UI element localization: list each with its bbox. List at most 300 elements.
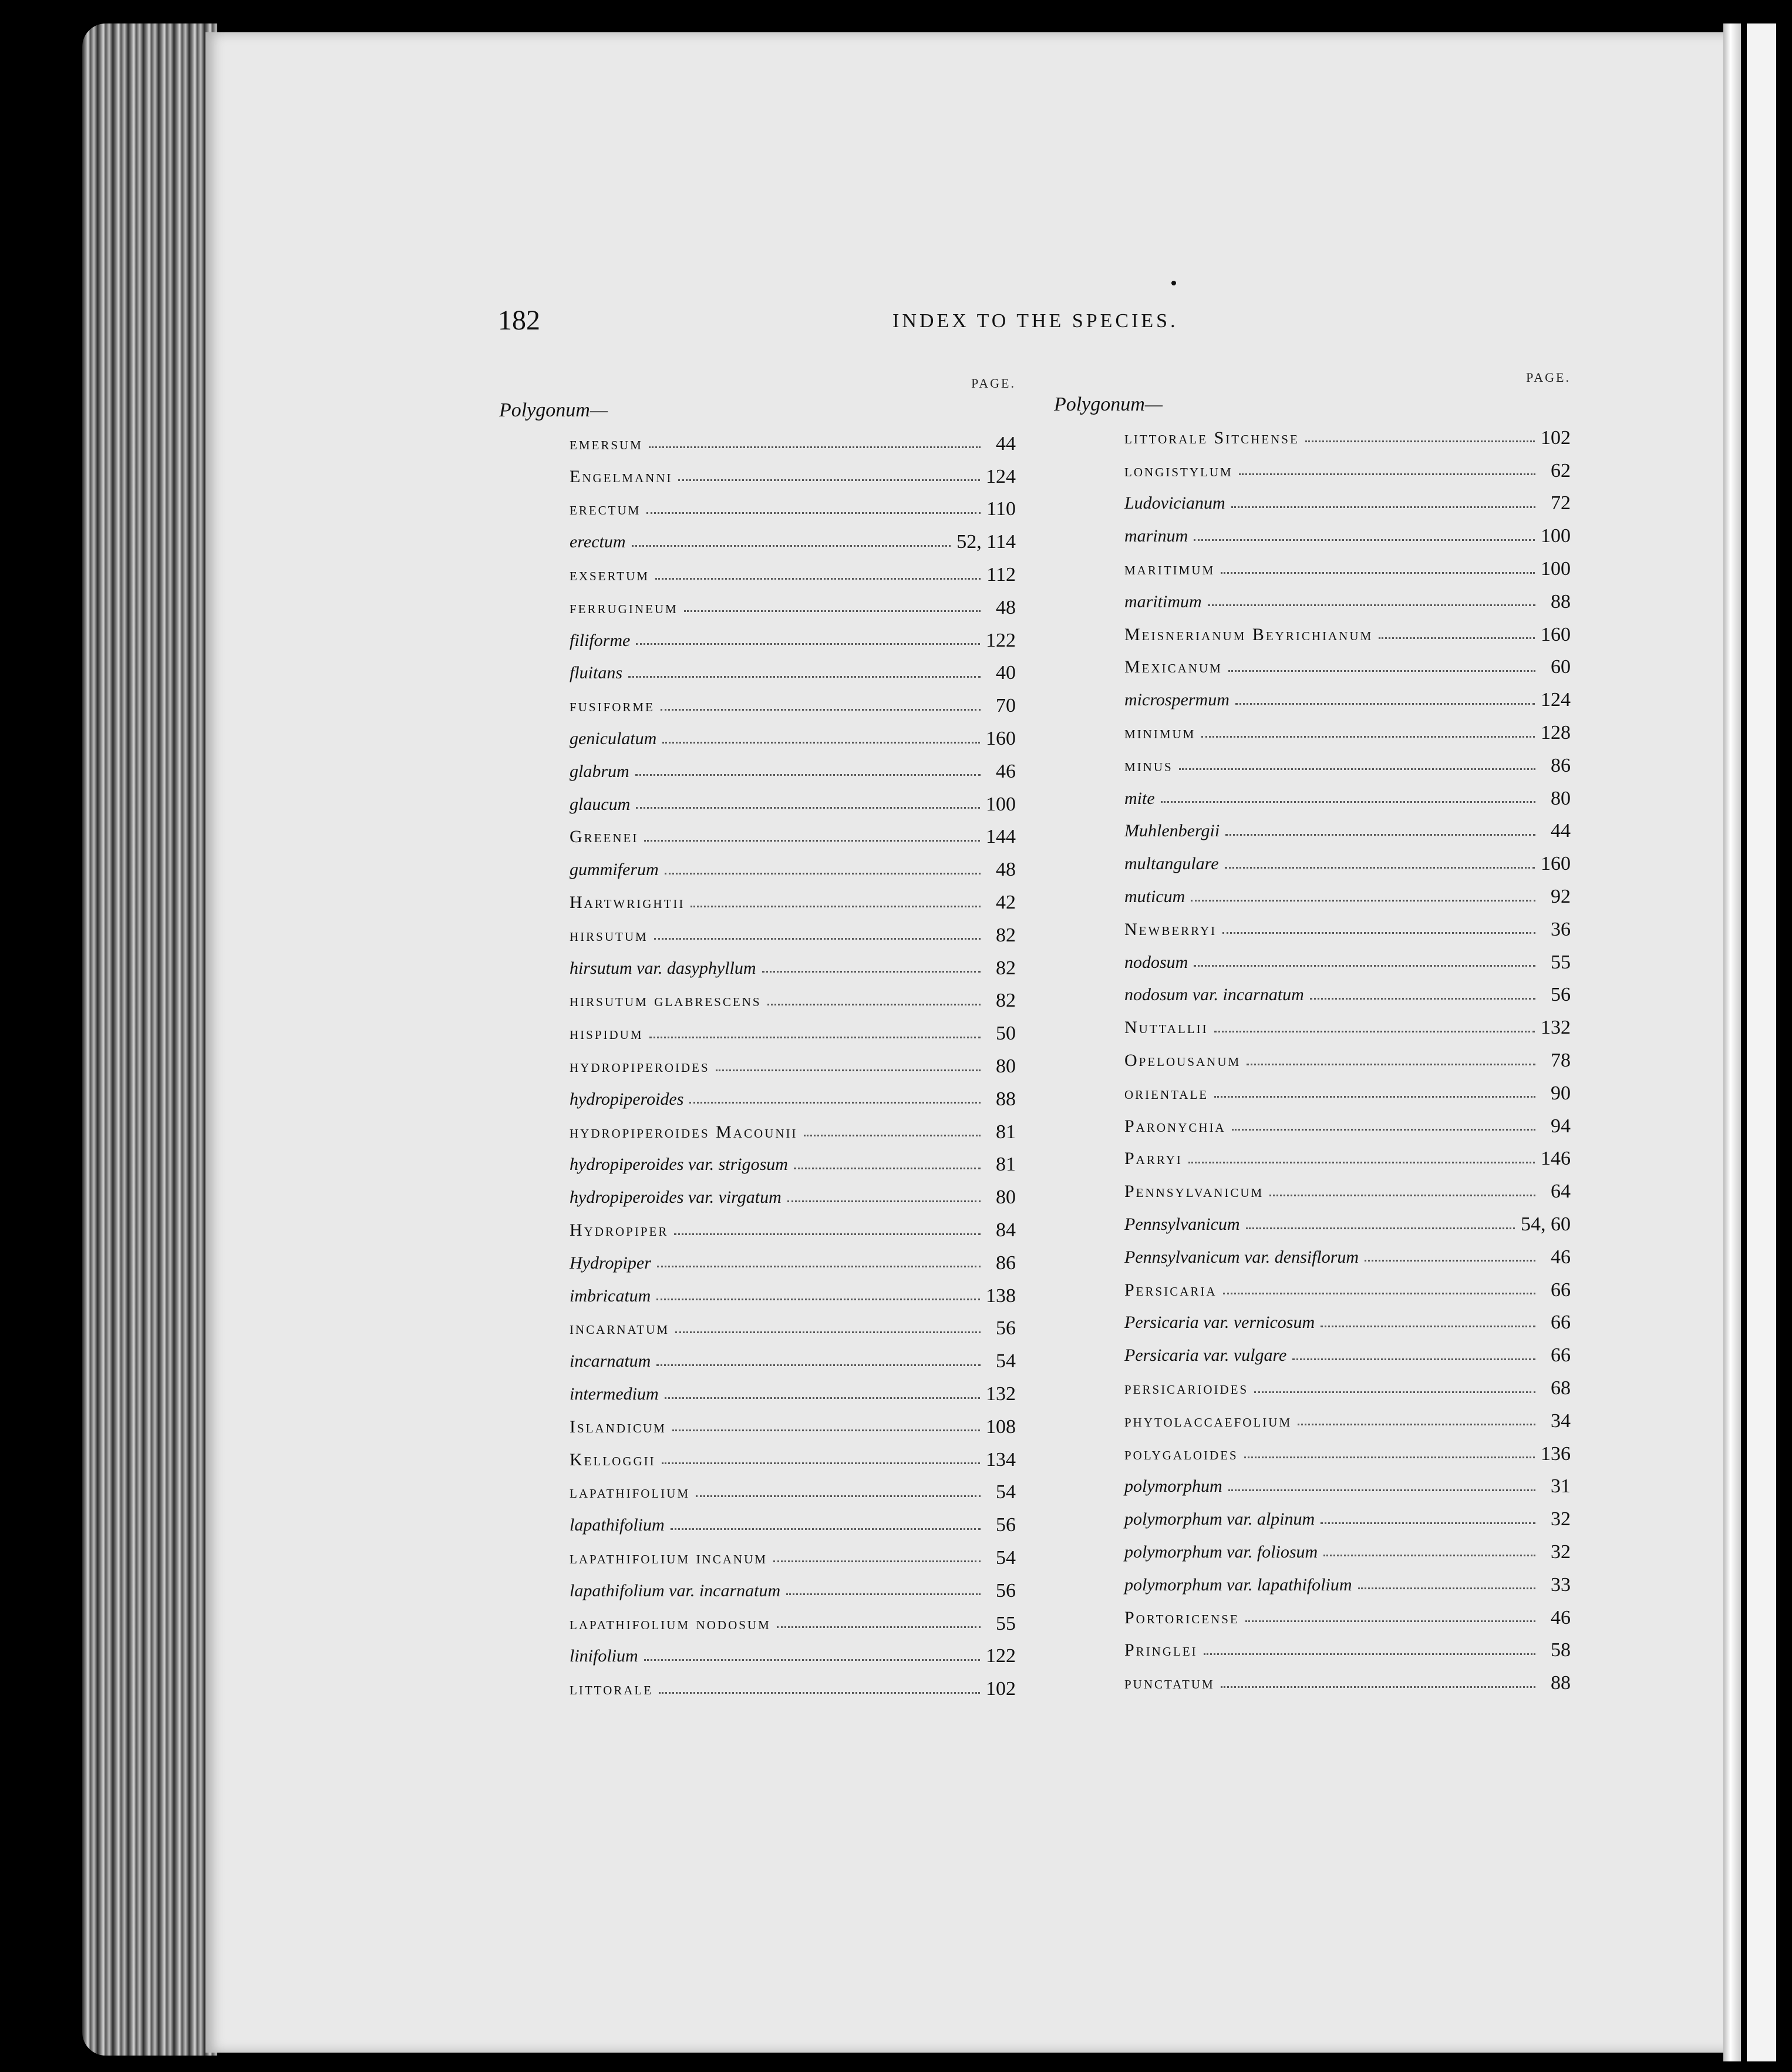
species-name: hydropiperoides var. virgatum (570, 1188, 782, 1207)
index-entry (1124, 520, 1571, 553)
page-reference: 32 (1551, 1508, 1571, 1531)
page-reference: 108 (986, 1415, 1016, 1438)
dot-leader (649, 1037, 981, 1038)
dot-leader (628, 676, 981, 678)
dot-leader (632, 545, 951, 547)
page-column-label: PAGE. (1526, 370, 1571, 385)
page-reference: 86 (1551, 754, 1571, 776)
entry-list (570, 428, 1016, 1706)
index-entry (1124, 1503, 1571, 1536)
page-reference: 82 (996, 957, 1016, 979)
dot-leader (1208, 604, 1535, 606)
index-entry (1124, 1372, 1571, 1405)
species-name: Newberryi (1124, 919, 1217, 939)
species-name: Mexicanum (1124, 657, 1222, 677)
index-entry (570, 788, 1016, 821)
species-name: Hydropiper (570, 1220, 669, 1240)
species-name: nodosum var. incarnatum (1124, 985, 1304, 1005)
species-name: hydropiperoides (570, 1057, 710, 1077)
index-entry (570, 1640, 1016, 1673)
genus-heading: Polygonum— (499, 399, 608, 421)
species-name: maritimum (1124, 591, 1202, 611)
index-entry (570, 689, 1016, 722)
index-entry (570, 985, 1016, 1018)
species-name: Hydropiper (570, 1253, 651, 1273)
page-reference: 54 (996, 1546, 1016, 1569)
book-gutter (1723, 23, 1741, 2061)
dot-leader (1194, 539, 1535, 541)
page-reference: 146 (1541, 1148, 1571, 1170)
page-reference: 100 (986, 793, 1016, 815)
page-reference: 46 (996, 760, 1016, 782)
dot-leader (675, 1331, 981, 1333)
dot-leader (1365, 1260, 1535, 1262)
species-name: linifolium (570, 1646, 638, 1666)
index-entry (1124, 1438, 1571, 1471)
species-name: erectum (570, 532, 626, 552)
page-reference: 90 (1551, 1082, 1571, 1104)
dot-leader (1379, 637, 1535, 639)
dot-leader (646, 512, 981, 514)
page-reference: 102 (1541, 426, 1571, 449)
dot-leader (656, 1364, 981, 1366)
index-entry (1124, 422, 1571, 455)
page-reference: 100 (1541, 558, 1571, 580)
species-name: polymorphum (1124, 1476, 1222, 1496)
dot-leader (1188, 1162, 1535, 1163)
index-entry (570, 624, 1016, 657)
dot-leader (1179, 768, 1535, 770)
index-entry (570, 919, 1016, 952)
page-number: 182 (498, 305, 540, 336)
index-entry (570, 1575, 1016, 1607)
index-entry (1124, 553, 1571, 586)
index-entry (1124, 487, 1571, 520)
index-entry (1124, 1634, 1571, 1667)
index-entry (1124, 684, 1571, 717)
species-name: hispidum (570, 1024, 644, 1044)
index-entry (1124, 1011, 1571, 1044)
index-entry (1124, 1241, 1571, 1274)
dot-leader (786, 1593, 981, 1595)
page-reference: 68 (1551, 1377, 1571, 1399)
index-entry (1124, 586, 1571, 618)
species-name: phytolaccaefolium (1124, 1411, 1292, 1431)
dot-leader (654, 938, 981, 940)
dot-leader (1222, 932, 1535, 934)
index-entry (570, 1345, 1016, 1378)
index-entry (570, 1509, 1016, 1542)
page-reference: 80 (996, 1186, 1016, 1209)
index-entry (570, 1149, 1016, 1182)
page-reference: 86 (996, 1252, 1016, 1274)
dot-leader (1358, 1587, 1536, 1589)
index-entry (570, 460, 1016, 493)
dot-leader (1214, 1031, 1535, 1032)
species-name: Greenei (570, 827, 639, 847)
index-entry (1124, 1602, 1571, 1634)
dot-leader (1269, 1195, 1535, 1196)
dot-leader (1246, 1227, 1515, 1229)
species-name: polymorphum var. foliosum (1124, 1542, 1318, 1562)
species-name: lapathifolium var. incarnatum (570, 1580, 781, 1600)
species-name: littorale (570, 1679, 654, 1699)
page-reference: 124 (1541, 689, 1571, 711)
dot-leader (1235, 703, 1535, 705)
index-entry (1124, 913, 1571, 946)
species-name: gummiferum (570, 860, 659, 880)
page-reference: 124 (986, 465, 1016, 487)
species-name: exsertum (570, 565, 649, 585)
dot-leader (656, 1299, 980, 1300)
index-entry (1124, 1536, 1571, 1569)
page-reference: 80 (996, 1055, 1016, 1078)
page-reference: 134 (986, 1448, 1016, 1471)
dot-leader (636, 643, 980, 645)
page-reference: 160 (1541, 853, 1571, 875)
dot-leader (1245, 1620, 1535, 1622)
page-reference: 112 (986, 564, 1016, 586)
index-entry (570, 493, 1016, 526)
species-name: Pringlei (1124, 1640, 1198, 1660)
index-entry (570, 886, 1016, 919)
species-name: hirsutum glabrescens (570, 991, 762, 1011)
dot-leader (1231, 506, 1535, 508)
dot-leader (635, 774, 981, 776)
page-reference: 132 (1541, 1017, 1571, 1039)
species-name: littorale Sitchense (1124, 428, 1299, 448)
running-head-title: INDEX TO THE SPECIES. (892, 310, 1178, 332)
species-name: hydropiperoides Macounii (570, 1122, 798, 1142)
index-entry (1124, 455, 1571, 487)
species-name: Opelousanum (1124, 1051, 1241, 1071)
species-name: Muhlenbergii (1124, 821, 1220, 841)
page-reference: 56 (996, 1317, 1016, 1340)
dot-leader (777, 1626, 981, 1628)
dot-leader (1305, 440, 1535, 442)
index-entry (570, 1247, 1016, 1280)
species-name: Pennsylvanicum (1124, 1182, 1264, 1202)
species-name: Persicaria var. vulgare (1124, 1346, 1287, 1365)
index-entry (1124, 1667, 1571, 1700)
page-reference: 82 (996, 924, 1016, 946)
page-reference: 44 (996, 432, 1016, 455)
index-entry (570, 755, 1016, 788)
page-reference: 50 (996, 1022, 1016, 1045)
page-reference: 54 (996, 1481, 1016, 1503)
dot-leader (678, 479, 980, 481)
species-name: incarnatum (570, 1351, 651, 1371)
page-reference: 122 (986, 1645, 1016, 1667)
species-name: microspermum (1124, 690, 1230, 710)
page-reference: 52, 114 (956, 531, 1016, 553)
species-name: fluitans (570, 663, 623, 683)
species-name: lapathifolium nodosum (570, 1613, 771, 1633)
page-reference: 48 (996, 859, 1016, 881)
page-reference: 80 (1551, 787, 1571, 809)
dot-leader (767, 1004, 981, 1005)
index-entry (570, 591, 1016, 624)
dot-leader (1194, 965, 1535, 967)
dot-leader (1254, 1391, 1535, 1393)
page-reference: 160 (986, 728, 1016, 750)
index-entry (570, 1017, 1016, 1050)
species-name: Persicaria var. vernicosum (1124, 1313, 1315, 1333)
dot-leader (1191, 900, 1535, 902)
species-name: Paronychia (1124, 1116, 1226, 1136)
index-entry (1124, 1175, 1571, 1208)
page-reference: 55 (1551, 951, 1571, 973)
dot-leader (662, 1462, 980, 1464)
ink-mark (1171, 281, 1176, 285)
page-reference: 88 (1551, 590, 1571, 613)
page-reference: 160 (1541, 623, 1571, 645)
species-name: lapathifolium incanum (570, 1548, 767, 1568)
species-name: lapathifolium (570, 1515, 665, 1535)
index-entry (570, 1214, 1016, 1247)
index-entry (1124, 815, 1571, 848)
index-entry (570, 1181, 1016, 1214)
index-entry (570, 1083, 1016, 1116)
species-name: orientale (1124, 1083, 1209, 1103)
species-name: fusiforme (570, 696, 655, 716)
species-name: Pennsylvanicum var. densiflorum (1124, 1247, 1359, 1267)
facing-page-edge (1747, 23, 1776, 2061)
page-reference: 82 (996, 990, 1016, 1012)
dot-leader (716, 1069, 981, 1071)
page-reference: 138 (986, 1284, 1016, 1307)
species-name: Ludovicianum (1124, 493, 1225, 513)
genus-heading: Polygonum— (1054, 393, 1163, 415)
dot-leader (1225, 867, 1535, 869)
dot-leader (762, 971, 981, 973)
species-name: hydropiperoides (570, 1089, 684, 1109)
index-entry (570, 1607, 1016, 1640)
page-column-label: PAGE. (971, 376, 1016, 391)
page-reference: 34 (1551, 1410, 1571, 1432)
index-entry (1124, 618, 1571, 651)
species-name: Meisnerianum Beyrichianum (1124, 624, 1373, 644)
index-entry (1124, 979, 1571, 1012)
dot-leader (773, 1560, 981, 1562)
dot-leader (659, 1692, 980, 1694)
page-reference: 66 (1551, 1311, 1571, 1334)
page-reference: 64 (1551, 1180, 1571, 1203)
index-entry (570, 1116, 1016, 1149)
index-entry (1124, 847, 1571, 880)
entry-list (1124, 422, 1571, 1700)
dot-leader (1221, 1686, 1535, 1688)
species-name: Engelmanni (570, 466, 673, 486)
page-reference: 94 (1551, 1115, 1571, 1137)
page-reference: 78 (1551, 1050, 1571, 1072)
species-name: multangulare (1124, 854, 1219, 874)
page-reference: 72 (1551, 492, 1571, 514)
index-entry (570, 559, 1016, 591)
index-entry (570, 1476, 1016, 1509)
dot-leader (1228, 670, 1535, 672)
index-entry (1124, 1110, 1571, 1143)
index-entry (1124, 651, 1571, 684)
species-name: geniculatum (570, 729, 657, 749)
page-reference: 60 (1551, 656, 1571, 678)
index-entry (570, 526, 1016, 559)
dot-leader (696, 1495, 981, 1497)
page-reference: 56 (996, 1579, 1016, 1602)
dot-leader (1221, 572, 1535, 574)
page-reference: 92 (1551, 886, 1571, 908)
dot-leader (1204, 1653, 1535, 1655)
dot-leader (1239, 473, 1535, 475)
species-name: glaucum (570, 794, 631, 814)
dot-leader (674, 1233, 981, 1235)
index-entry (570, 1050, 1016, 1083)
page-reference: 36 (1551, 918, 1571, 940)
page-reference: 46 (1551, 1606, 1571, 1629)
dot-leader (690, 906, 981, 907)
page-reference: 70 (996, 695, 1016, 717)
index-entry (1124, 880, 1571, 913)
page-reference: 56 (1551, 984, 1571, 1006)
dot-leader (644, 1659, 980, 1661)
species-name: longistylum (1124, 460, 1233, 480)
dot-leader (689, 1102, 981, 1104)
dot-leader (1310, 998, 1535, 1000)
index-entry (1124, 1307, 1571, 1340)
page-reference: 100 (1541, 525, 1571, 547)
index-entry (1124, 946, 1571, 979)
page-reference: 44 (1551, 820, 1571, 842)
index-entry (570, 1280, 1016, 1313)
species-name: polymorphum var. alpinum (1124, 1509, 1315, 1529)
page-reference: 66 (1551, 1279, 1571, 1301)
page-reference: 84 (996, 1219, 1016, 1242)
species-name: erectum (570, 499, 641, 519)
dot-leader (1201, 736, 1535, 738)
page-reference: 54 (996, 1350, 1016, 1373)
dot-leader (655, 578, 981, 580)
dot-leader (665, 873, 981, 874)
page-reference: 54, 60 (1521, 1213, 1571, 1236)
species-name: mite (1124, 788, 1155, 808)
index-entry (570, 1673, 1016, 1706)
page-reference: 66 (1551, 1344, 1571, 1367)
page-reference: 40 (996, 662, 1016, 684)
species-name: Pennsylvanicum (1124, 1215, 1240, 1235)
page-reference: 46 (1551, 1246, 1571, 1268)
dot-leader (1228, 1489, 1535, 1491)
index-entry (1124, 717, 1571, 749)
dot-leader (794, 1168, 981, 1169)
index-entry (1124, 1208, 1571, 1241)
species-name: Parryi (1124, 1149, 1183, 1169)
index-entry (570, 853, 1016, 886)
species-name: nodosum (1124, 952, 1188, 972)
index-entry (1124, 1077, 1571, 1110)
dot-leader (1225, 834, 1535, 836)
species-name: punctatum (1124, 1673, 1215, 1693)
species-name: persicarioides (1124, 1378, 1249, 1398)
index-entry (1124, 1044, 1571, 1077)
index-entry (570, 1444, 1016, 1476)
page-reference: 81 (996, 1153, 1016, 1176)
dot-leader (665, 1397, 980, 1399)
index-entry (570, 1313, 1016, 1346)
index-entry (570, 952, 1016, 985)
species-name: maritimum (1124, 559, 1215, 579)
page-reference: 33 (1551, 1573, 1571, 1596)
dot-leader (1223, 1293, 1535, 1294)
dot-leader (1161, 801, 1535, 803)
page-reference: 62 (1551, 459, 1571, 482)
species-name: filiforme (570, 630, 631, 650)
dot-leader (787, 1200, 981, 1202)
dot-leader (1298, 1424, 1535, 1425)
page-reference: 136 (1541, 1442, 1571, 1465)
dot-leader (1247, 1064, 1535, 1065)
dot-leader (661, 709, 981, 711)
species-name: hirsutum var. dasyphyllum (570, 958, 756, 978)
dot-leader (1232, 1129, 1535, 1131)
dot-leader (649, 446, 981, 448)
index-entry (1124, 749, 1571, 782)
index-entry (570, 1411, 1016, 1444)
page-reference: 122 (986, 629, 1016, 651)
species-name: hirsutum (570, 925, 648, 945)
species-name: Islandicum (570, 1417, 666, 1437)
species-name: glabrum (570, 761, 629, 781)
page-reference: 110 (986, 498, 1016, 520)
species-name: ferrugineum (570, 597, 678, 617)
dot-leader (644, 840, 980, 842)
species-name: emersum (570, 433, 643, 453)
dot-leader (1323, 1555, 1535, 1556)
species-name: intermedium (570, 1384, 659, 1404)
book-page-edges (82, 23, 217, 2056)
species-name: muticum (1124, 887, 1185, 907)
index-entry (570, 428, 1016, 460)
species-name: polymorphum var. lapathifolium (1124, 1575, 1352, 1595)
page-reference: 88 (996, 1088, 1016, 1110)
page-reference: 42 (996, 892, 1016, 914)
dot-leader (1321, 1326, 1535, 1327)
species-name: Persicaria (1124, 1280, 1217, 1300)
index-entry (1124, 1471, 1571, 1503)
dot-leader (684, 610, 981, 612)
dot-leader (1292, 1358, 1535, 1360)
page-reference: 132 (986, 1383, 1016, 1405)
page-reference: 128 (1541, 722, 1571, 744)
dot-leader (671, 1528, 981, 1530)
species-name: minus (1124, 755, 1173, 775)
dot-leader (672, 1429, 980, 1431)
index-entry (570, 1542, 1016, 1575)
page-reference: 88 (1551, 1672, 1571, 1694)
species-name: Kelloggii (570, 1449, 656, 1469)
species-name: Hartwrightii (570, 893, 685, 913)
page-reference: 81 (996, 1121, 1016, 1143)
page-reference: 102 (986, 1678, 1016, 1700)
dot-leader (1321, 1522, 1535, 1524)
dot-leader (657, 1266, 981, 1267)
species-name: hydropiperoides var. strigosum (570, 1155, 788, 1175)
index-entry (570, 821, 1016, 854)
page-reference: 48 (996, 596, 1016, 618)
page-reference: 55 (996, 1612, 1016, 1634)
index-entry (1124, 1143, 1571, 1176)
species-name: Nuttallii (1124, 1018, 1208, 1038)
dot-leader (1214, 1096, 1535, 1098)
